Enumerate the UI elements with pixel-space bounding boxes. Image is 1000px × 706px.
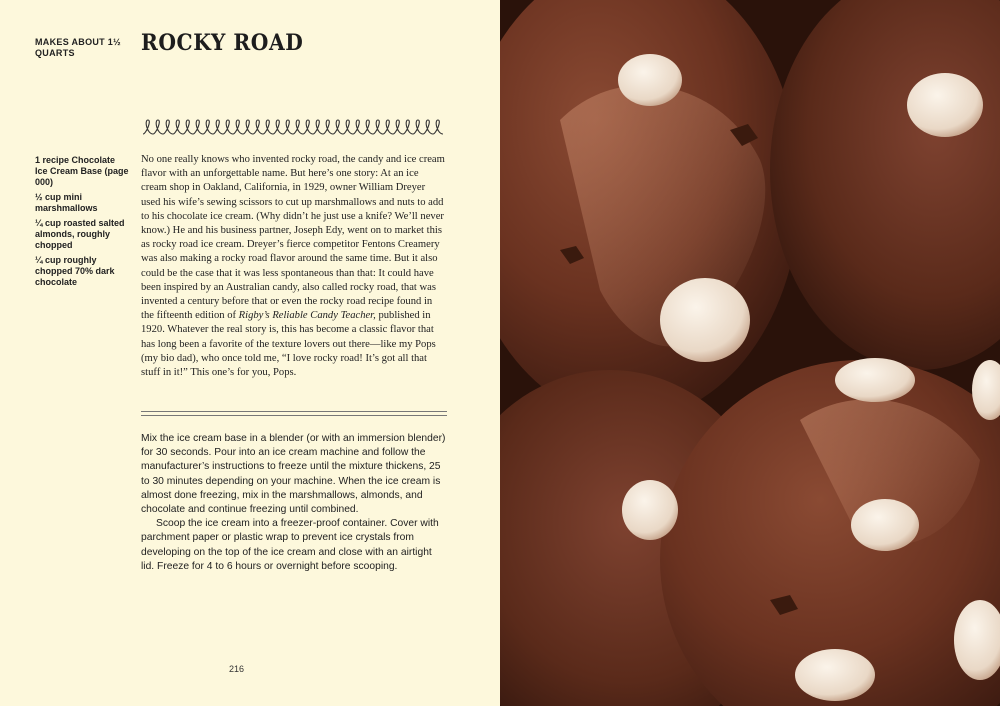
marshmallow	[622, 480, 678, 540]
ingredient-item: ¼ cup roasted salted almonds, roughly chopped	[35, 218, 125, 250]
method-step: Scoop the ice cream into a freezer-proof container. Cover with parchment paper or plastic wrap to prevent ice crystals from developing on the top of the ice cream and close with an airtight lid. Freeze for 4 to 6 hours or overnight before scooping.	[141, 518, 439, 572]
marshmallow	[795, 649, 875, 701]
recipe-intro	[141, 153, 447, 380]
ingredient-item: 1 recipe Chocolate Ice Cream Base (page 000)	[35, 155, 129, 187]
divider-rule	[141, 415, 447, 416]
recipe-yield: MAKES ABOUT 1½ QUARTS	[35, 37, 121, 58]
book-title: Rigby’s Reliable Candy Teacher,	[238, 310, 376, 322]
marshmallow	[851, 499, 919, 551]
recipe-method	[141, 432, 447, 574]
marshmallow	[835, 358, 915, 402]
ingredient-list	[35, 155, 130, 292]
marshmallow	[618, 54, 682, 106]
recipe-title: ROCKY ROAD	[141, 30, 304, 56]
decorative-loop-divider	[141, 118, 447, 138]
intro-text-part-1: No one really knows who invented rocky road, the candy and ice cream flavor with an unforgettable name. But here’s one story: At an ice cream shop in Oakland, California, in 1929, owner William Dreyer used his wife’s sewing scissors to cut up marshmallows and nuts to add to his chocolate ice cream. (Why didn’t he just use a knife? We’ll never know.) He and his business partner, Joseph Edy, went on to market this as rocky road ice cream. Dreyer’s fierce competitor Fentons Creamery was also making a rocky road flavor around the same time. But it also could be the case that it was less spontaneous than that: It could have been inspired by an Australian candy, also called rocky road, that was invented a century before that or even the rocky road recipe found in the fifteenth edition of	[141, 154, 445, 322]
marshmallow	[907, 73, 983, 137]
marshmallow	[660, 278, 750, 362]
method-step: Mix the ice cream base in a blender (or with an immersion blender) for 30 seconds. Pour into an ice cream machine and follow the manufacturer’s instructions to freeze until the mixture thickens, 25 to 30 minutes depending on your machine. When the ice cream is almost done freezing, mix in the marshmallows, almonds, and chocolate and continue freezing until combined.	[141, 433, 446, 516]
rocky-road-ice-cream-photo	[500, 0, 1000, 706]
intro-text-part-2: published in 1920. Whatever the real story is, this has become a classic flavor that has long been a favorite of the texture lovers out there—like my Pops (my bio dad), who once told me, “I love rocky road! It’s got all that stuff in it!” This one’s for you, Pops.	[141, 310, 436, 379]
page-number: 216	[229, 664, 245, 674]
ingredient-item: ¼ cup roughly chopped 70% dark chocolate	[35, 255, 115, 287]
ingredient-item: ½ cup mini marshmallows	[35, 192, 98, 213]
divider-rule	[141, 411, 447, 412]
